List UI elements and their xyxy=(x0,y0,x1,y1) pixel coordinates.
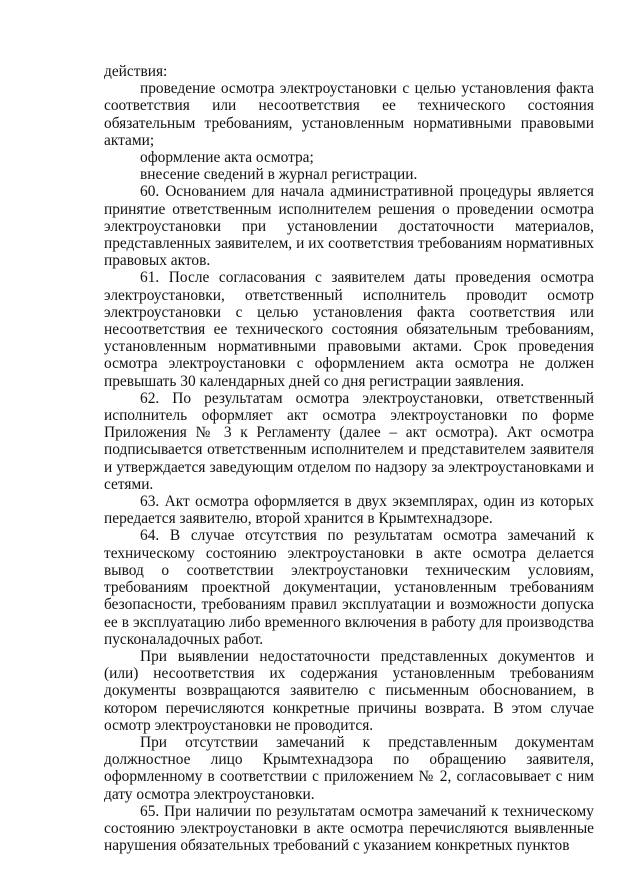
paragraph-65: 65. При наличии по результатам осмотра замечаний к техническому состоянию электроустановки в акте осмотра перечисляются выявленные нарушения обязательных требований с указанием конкретных пунктов xyxy=(104,802,594,855)
paragraph-62: 62. По результатам осмотра электроустановки, ответственный исполнитель оформляет акт осмотра электроустановки по форме Приложения № 3 к Регламенту (далее – акт осмотра). Акт осмотра подписывается ответственным исполнителем и представителем заявителя и утверждается заведующим отделом по надзору за электроустановками и сетями. xyxy=(104,389,594,493)
paragraph-60: 60. Основанием для начала административной процедуры является принятие ответственным исполнителем решения о проведении осмотра электроустановки при установлении достаточности материалов, представленных заявителем, и их соответствия требованиям нормативных правовых актов. xyxy=(104,183,594,270)
document-page-body xyxy=(104,63,594,854)
paragraph-no-remarks: При отсутствии замечаний к представленным документам должностное лицо Крымтехнадзора по обращению заявителя, оформленному в соответствии с приложением № 2, согласовывает с ним дату осмотра электроустановки. xyxy=(104,733,594,803)
paragraph-action-act: оформление акта осмотра; xyxy=(140,149,314,167)
paragraph-actions-intro: действия: xyxy=(104,63,168,80)
paragraph-63: 63. Акт осмотра оформляется в двух экземплярах, один из которых передается заявителю, второй хранится в Крымтехнадзоре. xyxy=(104,493,594,528)
paragraph-64: 64. В случае отсутствия по результатам осмотра замечаний к техническому состоянию электроустановки в акте осмотра делается вывод о соответствии электроустановки техническим условиям, требованиям проектной документации, установленным требованиям безопасности, требованиям правил эксплуатации и возможности допуска ее в эксплуатацию либо временного включения в работу для производства пусконаладочных работ. xyxy=(104,527,594,648)
paragraph-61: 61. После согласования с заявителем даты проведения осмотра электроустановки, ответственный исполнитель проводит осмотр электроустановки с целью установления факта соответствия или несоответствия ее технического состояния обязательным требованиям, установленным нормативными правовыми актами. Срок проведения осмотра электроустановки с оформлением акта осмотра не должен превышать 30 календарных дней со дня регистрации заявления. xyxy=(104,269,594,390)
paragraph-action-inspection: проведение осмотра электроустановки с целью установления факта соответствия или несоответствия ее технического состояния обязательным требованиям, установленным нормативными правовыми актами; xyxy=(104,80,594,149)
paragraph-insufficiency: При выявлении недостаточности представленных документов и (или) несоответствия их содержания установленным требованиям документы возвращаются заявителю с письменным обоснованием, в котором перечисляются конкретные причины возврата. В этом случае осмотр электроустановки не проводится. xyxy=(104,647,594,734)
paragraph-action-journal: внесение сведений в журнал регистрации. xyxy=(140,166,418,184)
